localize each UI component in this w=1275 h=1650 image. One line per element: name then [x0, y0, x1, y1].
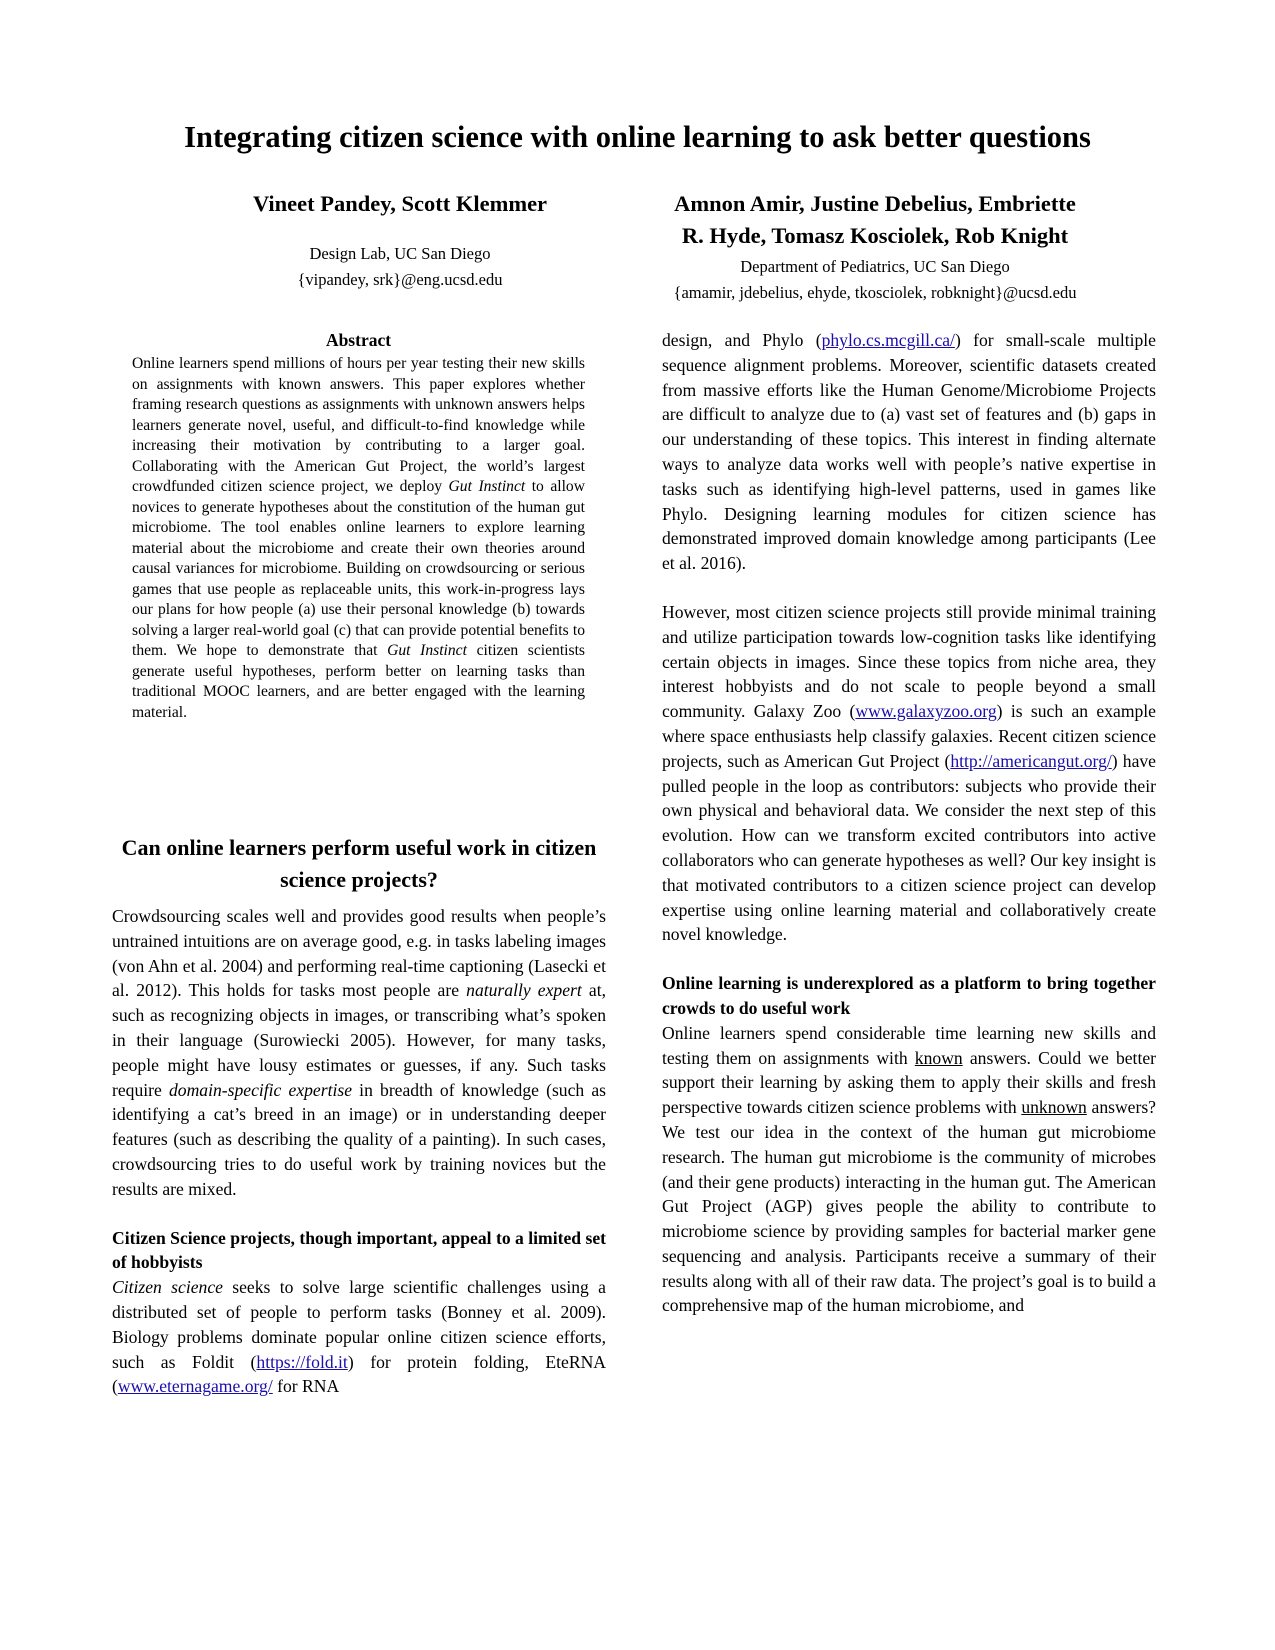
abstract-emphasis: Gut Instinct: [387, 642, 467, 659]
paragraph-text: ) is such an example where space enthusiasts help classify galaxies. Recent citizen science projects, such as American Gut Project (: [662, 701, 1156, 771]
author-names-left: Vineet Pandey, Scott Klemmer: [252, 191, 548, 216]
affiliation-left-email: {vipandey, srk}@eng.ucsd.edu: [297, 270, 503, 289]
author-names-right-line1: Amnon Amir, Justine Debelius, Embriette: [674, 191, 1076, 216]
paragraph-text: seeks to solve large scientific challenges using a distributed set of people to perform tasks (Bonney et al. 2009). Biology problems dominate popular online citizen science efforts, such as Foldit (: [112, 1277, 606, 1372]
affiliation-left-dept: Design Lab, UC San Diego: [309, 244, 491, 263]
affiliation-right: [625, 254, 1125, 306]
author-block-left: [200, 188, 600, 293]
paragraph-text: However, most citizen science projects still provide minimal training and utilize participation towards low-cognition tasks like identifying certain objects in images. Since these topics from niche area, they interest hobbyists and do not scale to people beyond a small community. Galaxy Zoo (: [662, 601, 1156, 722]
subsection-heading-citizen-science: Citizen Science projects, though important, appeal to a limited set of hobbyists: [112, 1227, 606, 1273]
affiliation-right-email: {amamir, jdebelius, ehyde, tkosciolek, robknight}@ucsd.edu: [673, 283, 1077, 302]
paragraph-text: ) for protein folding, EteRNA (: [112, 1351, 606, 1397]
paragraph-crowdsourcing: [112, 904, 606, 1202]
author-block-right: [625, 188, 1125, 306]
left-column: [112, 832, 606, 1399]
author-names-right-line2: R. Hyde, Tomasz Kosciolek, Rob Knight: [681, 223, 1069, 248]
paragraph-text: in breadth of knowledge (such as identifying a cat’s breed in an image) or in understanding deeper features (such as describing the quality of a painting). In such cases, crowdsourcing tries to do useful work by training novices but the results are mixed.: [112, 1079, 607, 1199]
affiliation-right-dept: Department of Pediatrics, UC San Diego: [740, 257, 1010, 276]
abstract-emphasis: Gut Instinct: [448, 478, 526, 495]
paragraph-text: ) have pulled people in the loop as contributors: subjects who provide their own physical and behavioral data. We consider the next step of this evolution. How can we transform excited contributors into active collaborators who can generate hypotheses as well? Our key insight is that motivated contributors to a citizen science project can develop expertise using online learning material and collaboratively create novel knowledge.: [662, 750, 1156, 945]
paragraph-text: Online learners spend considerable time learning new skills and testing them on assignments with: [662, 1022, 1156, 1068]
abstract-text: Online learners spend millions of hours per year testing their new skills on assignments with known answers. This paper explores whether framing research questions as assignments with unknown answers helps learners generate novel, useful, and difficult-to-find knowledge while increasing their motivation by contributing to a larger goal. Collaborating with the American Gut Project, the world’s largest crowdfunded citizen science project, we deploy: [132, 355, 585, 495]
abstract-text: to allow novices to generate hypotheses about the constitution of the human gut microbiome. The tool enables online learners to explore learning material about the microbiome and create their own theories around causal variances for microbiome. Building on crowdsourcing or serious games that use people as replaceable units, this work-in-progress lays our plans for how people (a) use their personal knowledge (b) towards solving a larger real-world goal (c) that can provide potential benefits to them. We hope to demonstrate that: [132, 478, 585, 659]
paragraph-emphasis: domain-specific expertise: [168, 1079, 353, 1100]
paragraph-text: answers? We test our idea in the context of the human gut microbiome research. The human gut microbiome is the community of microbes (and their gene products) interacting in the human gut. The American Gut Project (AGP) gives people the ability to contribute to microbiome science by providing samples for bacterial marker gene sequencing and analysis. Participants receive a summary of their results along with all of their raw data. The project’s goal is to build a comprehensive map of the human microbiome, and: [662, 1097, 1156, 1316]
paper-title: Integrating citizen science with online learning to ask better questions: [184, 120, 1091, 154]
subsection-heading-online-learning: Online learning is underexplored as a platform to bring together crowds to do useful work: [662, 973, 1156, 1018]
abstract-heading: Abstract: [325, 330, 392, 350]
paragraph-hobbyists: [662, 600, 1156, 947]
author-names-right: [625, 188, 1125, 252]
paragraph-text: for RNA: [272, 1376, 340, 1397]
section-heading: Can online learners perform useful work in citizen science projects?: [121, 835, 597, 892]
paragraph-text: answers. Could we better support their learning by asking them to apply their skills and fresh perspective towards citizen science problems with: [662, 1047, 1157, 1118]
link-americangut[interactable]: http://americangut.org/: [950, 750, 1112, 771]
paragraph-online-learning: [662, 1021, 1156, 1319]
underlined-unknown: unknown: [1021, 1097, 1087, 1118]
paragraph-text: Crowdsourcing scales well and provides good results when people’s untrained intuitions are on average good, e.g. in tasks labeling images (von Ahn et al. 2004) and performing real-time captioning (Lasecki et al. 2012). This holds for tasks most people are: [112, 906, 606, 1001]
paragraph-text: ) for small-scale multiple sequence alignment problems. Moreover, scientific datasets created from massive efforts like the Human Genome/Microbiome Projects are difficult to analyze due to (a) vast set of features and (b) gaps in our understanding of these topics. This interest in finding alternate ways to analyze data works well with people’s native expertise in tasks such as identifying high-level patterns, used in games like Phylo. Designing learning modules for citizen science has demonstrated improved domain knowledge among participants (Lee et al. 2016).: [662, 330, 1156, 574]
right-column: [662, 328, 1156, 1318]
link-phylo[interactable]: phylo.cs.mcgill.ca/: [821, 330, 955, 350]
abstract-body: [132, 354, 585, 723]
paragraph-citizen-science: [112, 1275, 606, 1399]
paragraph-text: at, such as recognizing objects in images, or transcribing what’s spoken in their language (Surowiecki 2005). However, for many tasks, people might have lousy estimates or guesses, if any. Such tasks require: [112, 980, 606, 1100]
link-eternagame[interactable]: www.eternagame.org/: [117, 1376, 273, 1397]
paragraph-text: design, and Phylo (: [662, 330, 822, 350]
link-galaxyzoo[interactable]: www.galaxyzoo.org: [855, 701, 997, 722]
affiliation-left: [200, 241, 600, 293]
link-foldit[interactable]: https://fold.it: [256, 1351, 348, 1372]
underlined-known: known: [914, 1047, 963, 1068]
abstract: [132, 329, 585, 723]
abstract-text: citizen scientists generate useful hypotheses, perform better on learning tasks than traditional MOOC learners, and are better engaged with the learning material.: [132, 642, 585, 721]
paragraph-citizen-science-continued: [662, 328, 1156, 576]
paragraph-emphasis: naturally expert: [466, 980, 582, 1001]
paragraph-emphasis: Citizen science: [112, 1277, 223, 1298]
